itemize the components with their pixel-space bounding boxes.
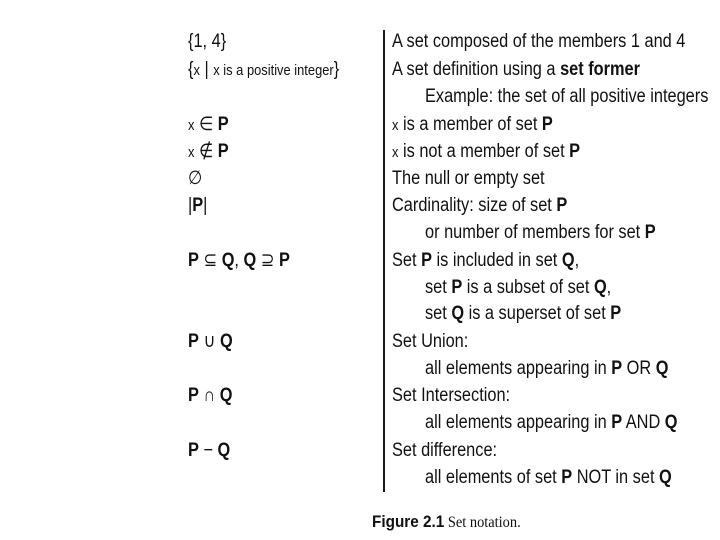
description-included: Set P is included in set Q, [392, 250, 580, 271]
description-superset: set Q is a superset of set P [425, 303, 622, 324]
description-difference: Set difference: [392, 440, 498, 461]
figure-caption [372, 512, 521, 532]
description-not-member: x is not a member of set P [392, 141, 581, 162]
description-cardinality: Cardinality: size of set P [392, 195, 568, 216]
notation-member: x ∈ P [188, 114, 229, 135]
description-cardinality-alt: or number of members for set P [425, 222, 656, 243]
notation-intersection: P ∩ Q [188, 385, 233, 406]
notation-set-literal: {1, 4} [188, 31, 227, 52]
description-member: x is a member of set P [392, 114, 553, 135]
description-subset: set P is a subset of set Q, [425, 277, 612, 298]
description-empty-set: The null or empty set [392, 168, 545, 189]
description-set-literal: A set composed of the members 1 and 4 [392, 31, 686, 52]
description-set-former-example: Example: the set of all positive integers [425, 86, 709, 107]
figure-title: Set notation. [447, 514, 521, 531]
notation-union: P ∪ Q [188, 331, 233, 352]
description-intersection-detail: all elements appearing in P AND Q [425, 412, 678, 433]
description-intersection: Set Intersection: [392, 385, 511, 406]
description-difference-detail: all elements of set P NOT in set Q [425, 467, 672, 488]
figure-number: Figure 2.1 [372, 512, 445, 531]
description-union-detail: all elements appearing in P OR Q [425, 358, 669, 379]
notation-subset-superset: P ⊆ Q, Q ⊇ P [188, 250, 290, 271]
description-set-former: A set definition using a set former [392, 59, 640, 80]
notation-set-former: {x | x is a positive integer} [188, 59, 340, 80]
description-union: Set Union: [392, 331, 469, 352]
notation-not-member: x ∉ P [188, 141, 229, 162]
notation-cardinality: |P| [188, 195, 208, 216]
notation-empty-set: ∅ [188, 168, 203, 189]
notation-difference: P − Q [188, 440, 231, 461]
column-divider [383, 30, 385, 492]
